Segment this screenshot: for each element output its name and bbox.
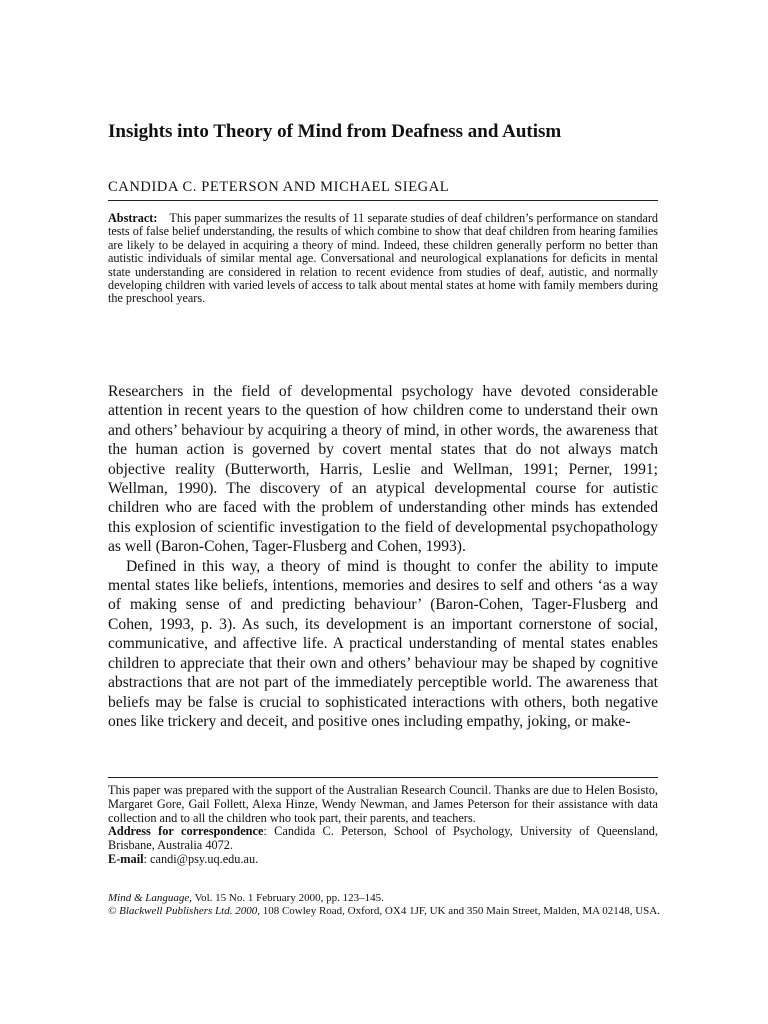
body-paragraph-1: Researchers in the field of developmental psychology have devoted considerable attention in recent years to the question of how children come to understand their own and others’ behaviour by acquiring a theory of mind, in other words, the awareness that the human action is governed by covert mental states that do not always match objective reality (Butterworth, Harris, Leslie and Wellman, 1991; Perner, 1991; Wellman, 1990). The discovery of an atypical developmental course for autistic children who are faced with the problem of understanding other minds has extended this explosion of scientific investigation to the field of developmental psychopathology as well (Baron-Cohen, Tager-Flusberg and Cohen, 1993). [108, 383, 658, 556]
journal-name: Mind & Language [108, 892, 190, 904]
email-text: : candi@psy.uq.edu.au. [143, 851, 259, 866]
article-title: Insights into Theory of Mind from Deafness and Autism [108, 121, 562, 142]
journal-info [108, 892, 658, 918]
body-paragraph-2: Defined in this way, a theory of mind is thought to confer the ability to impute mental states like beliefs, intentions, memories and desires to self and others ‘as a way of making sense of and predicting behaviour’ (Baron-Cohen, Tager-Flusberg and Cohen, 1993, p. 3). As such, its development is an important cornerstone of social, communicative, and affective life. A practical understanding of mental states enables children to appreciate that their own and others’ behaviour may be shaped by cognitive abstractions that are not part of the immediately perceptible world. The awareness that beliefs may be false is crucial to sophisticated interactions with others, both negative ones like trickery and deceit, and positive ones including empathy, joking, or make- [108, 557, 658, 730]
article-authors: CANDIDA C. PETERSON AND MICHAEL SIEGAL [108, 179, 450, 195]
article-body [108, 382, 658, 731]
publisher-address: , 108 Cowley Road, Oxford, OX4 1JF, UK and 350 Main Street, Malden, MA 02148, USA. [257, 904, 660, 917]
footnote [108, 784, 658, 867]
journal-citation [108, 892, 658, 905]
correspondence-label: Address for correspondence [108, 824, 264, 839]
copyright-holder: © Blackwell Publishers Ltd. 2000 [108, 904, 258, 917]
abstract-text: This paper summarizes the results of 11 separate studies of deaf children’s performance on standard tests of false belief understanding, the results of which combine to show that deaf children from hearing families are likely to be delayed in acquiring a theory of mind. Indeed, these children generally perform no better than autistic individuals of similar mental age. Conversational and neurological explanations for deficits in mental state understanding are considered in relation to recent evidence from studies of deaf, autistic, and normally developing children with varied levels of access to talk about mental states at home with family members during the preschool years. [108, 211, 658, 306]
correspondence-text: : Candida C. Peterson, School of Psychology, University of Queensland, Brisbane, Australia 4072. [108, 824, 658, 853]
footnote-email [108, 853, 658, 867]
footnote-correspondence [108, 825, 658, 853]
email-label: E-mail [108, 851, 144, 866]
abstract [108, 212, 658, 306]
abstract-label: Abstract: [108, 211, 158, 225]
title-divider [108, 200, 658, 201]
journal-copyright [108, 905, 658, 918]
footnote-divider [108, 777, 658, 778]
footnote-acknowledgement: This paper was prepared with the support of the Australian Research Council. Thanks are due to Helen Bosisto, Margaret Gore, Gail Follett, Alexa Hinze, Wendy Newman, and James Peterson for their assistance with data collection and to all the children who took part, their parents, and teachers. [108, 783, 658, 825]
journal-issue: , Vol. 15 No. 1 February 2000, pp. 123–145. [189, 892, 384, 904]
